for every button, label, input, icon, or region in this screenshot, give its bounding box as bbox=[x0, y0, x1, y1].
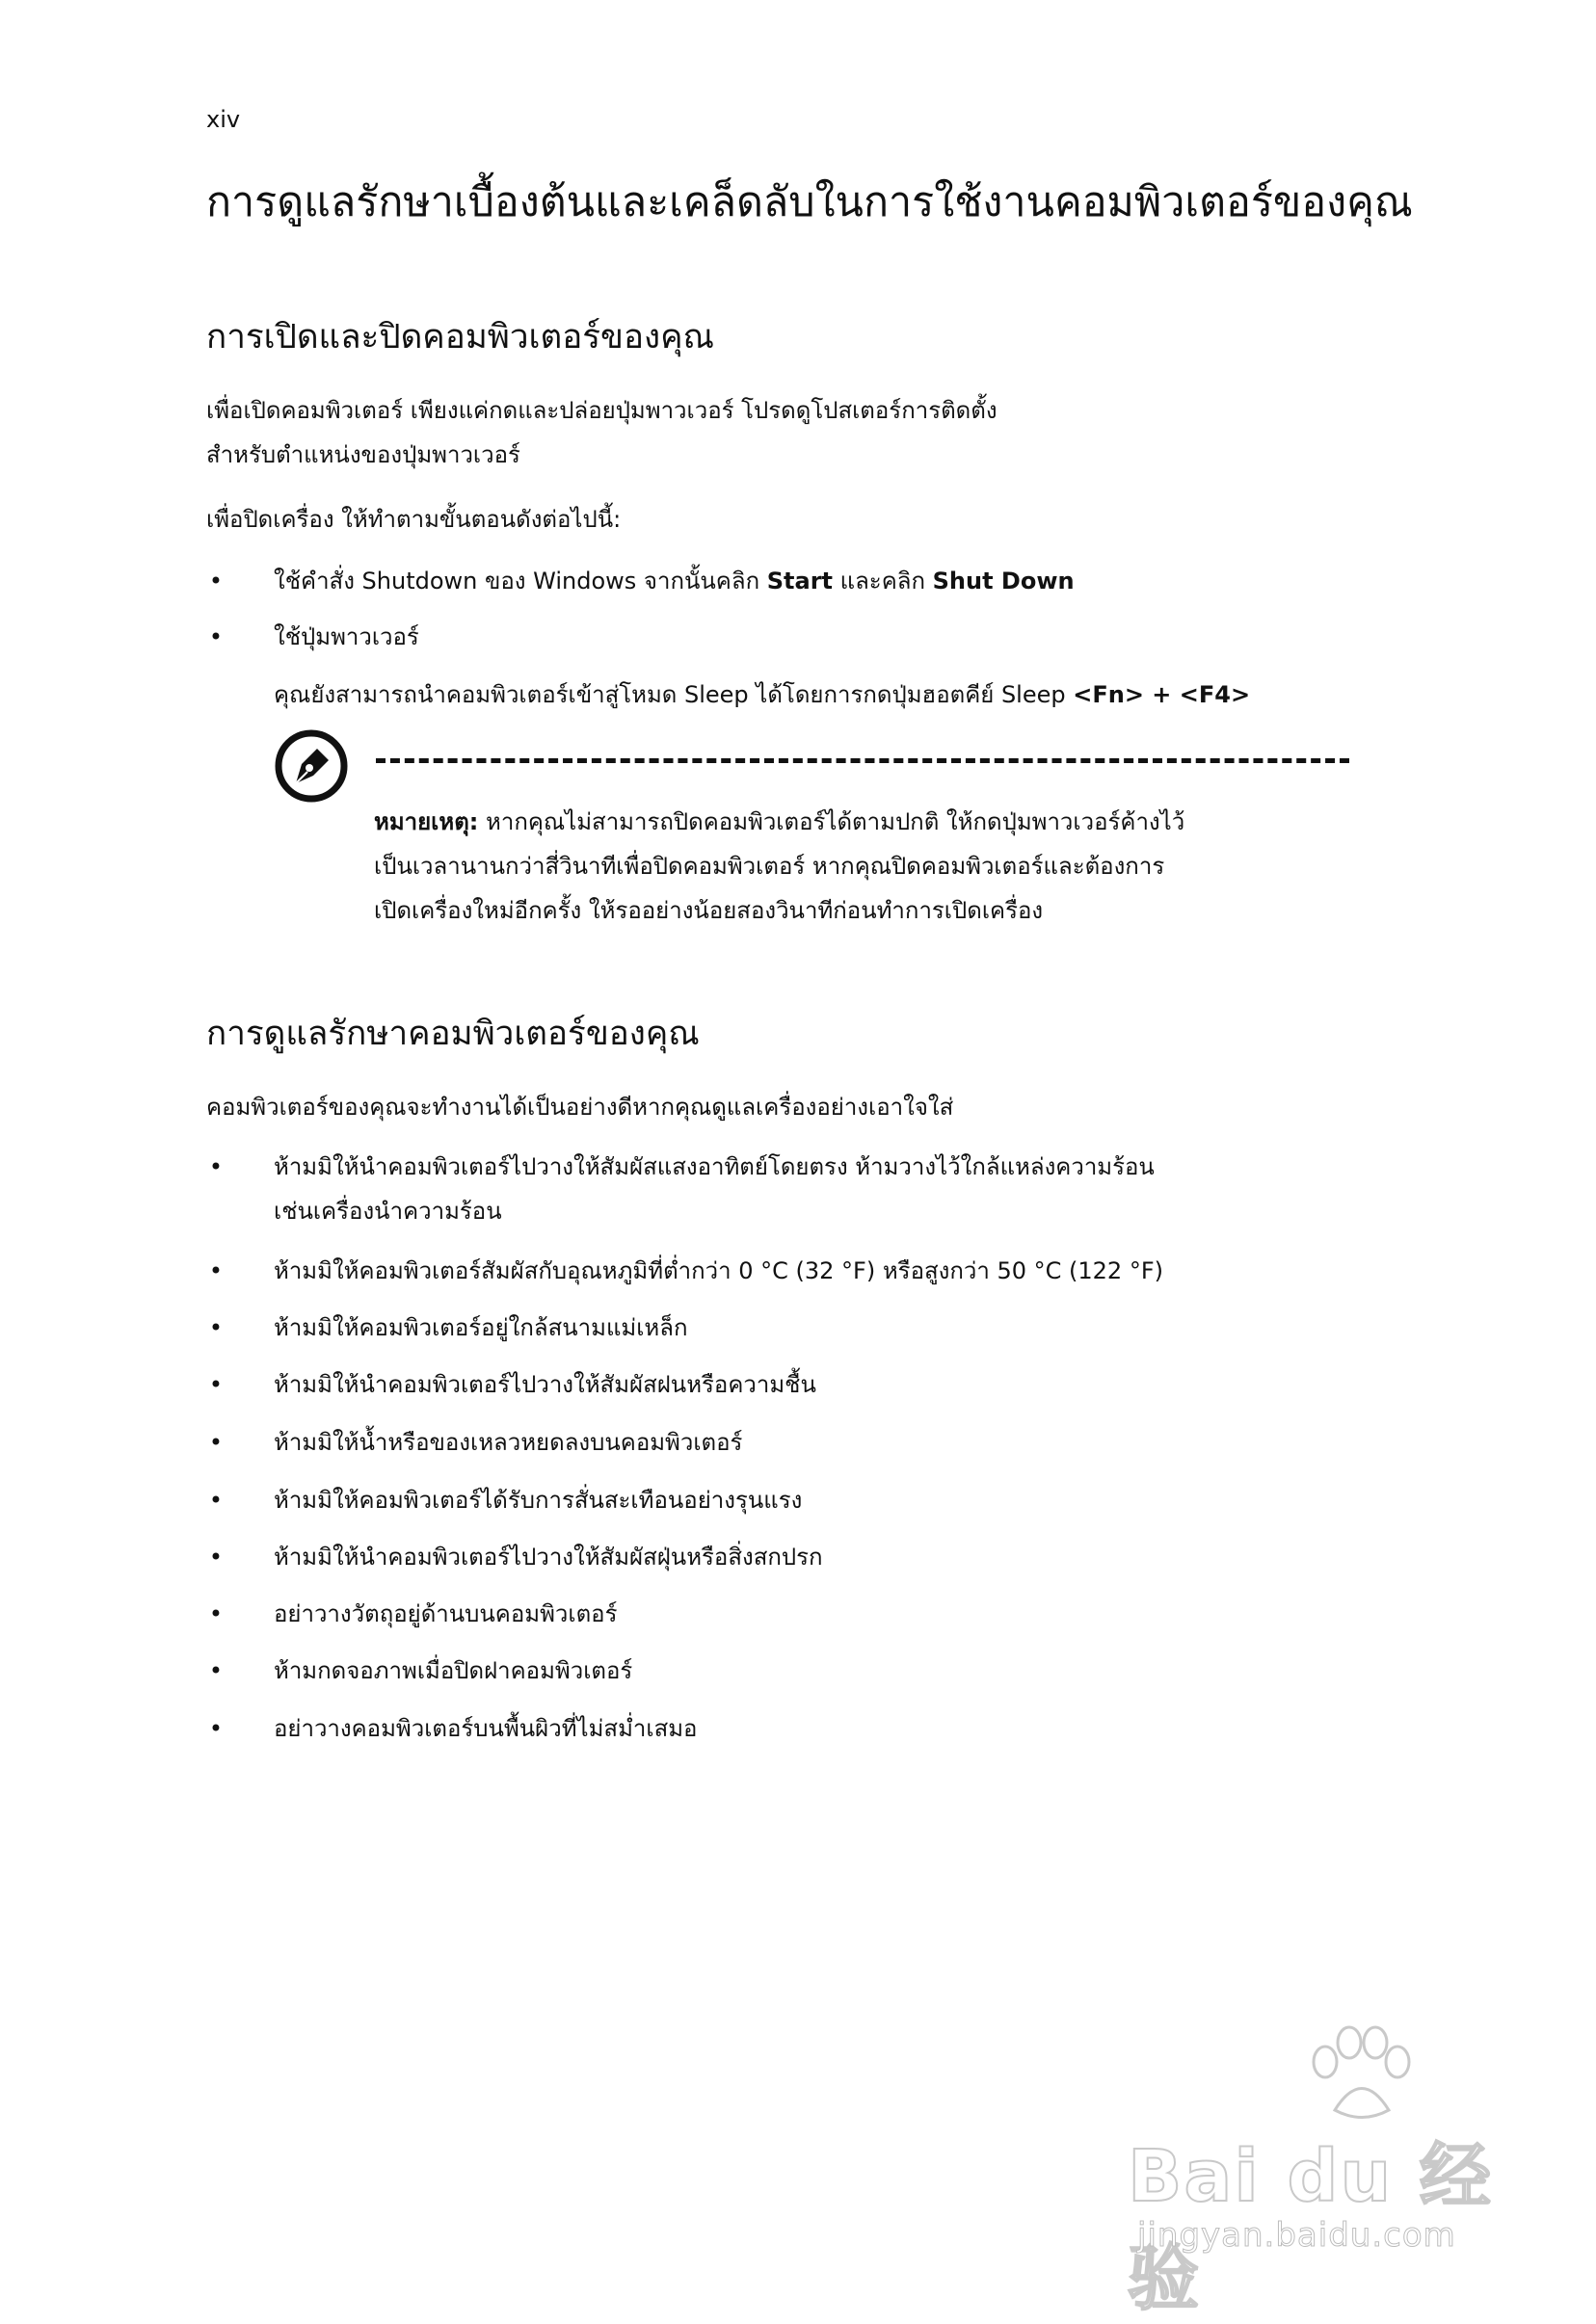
note-text: หมายเหตุ: หากคุณไม่สามารถปิดคอมพิวเตอร์ได้ตามปกติ ให้กดปุ่มพาวเวอร์ค้างไว้ เป็นเวลานานกว่าสี่วินาทีเพื่อปิดคอมพิวเตอร์ หากคุณปิดคอมพิวเตอร์และต้องการ เปิดเครื่องใหม่อีกครั้ง ให้รออย่างน้อยสองวินาทีก่อนทำการเปิดเครื่อง bbox=[374, 808, 1185, 924]
note-pen-icon bbox=[273, 727, 350, 805]
baidu-watermark bbox=[1128, 2023, 1494, 2320]
bullet-dot: • bbox=[208, 1153, 224, 1180]
bullet-dot: • bbox=[208, 1257, 224, 1284]
bullet-text: อย่าวางคอมพิวเตอร์บนพื้นผิวที่ไม่สม่ำเสมอ bbox=[274, 1715, 698, 1742]
bullet-dot: • bbox=[208, 1600, 224, 1627]
bullet-text: อย่าวางวัตถุอยู่ด้านบนคอมพิวเตอร์ bbox=[274, 1600, 618, 1627]
watermark-brand: Bai du 经验 bbox=[1128, 2135, 1493, 2320]
bullet-dot: • bbox=[208, 1429, 224, 1456]
paragraph-power-off: เพื่อปิดเครื่อง ให้ทำตามขั้นตอนดังต่อไปนี้: bbox=[206, 506, 622, 533]
paragraph-power-on-line1: เพื่อเปิดคอมพิวเตอร์ เพียงแค่กดและปล่อยปุ่มพาวเวอร์ โปรดดูโปสเตอร์การติดตั้ง bbox=[206, 397, 998, 424]
paw-icon bbox=[1296, 2023, 1422, 2129]
bullet-dot: • bbox=[208, 1314, 224, 1341]
bullet-text: ใช้คำสั่ง Shutdown ของ Windows จากนั้นคลิก Start และคลิก Shut Down bbox=[274, 568, 1075, 594]
bullet-dot: • bbox=[208, 623, 224, 650]
section-title-care: การดูแลรักษาคอมพิวเตอร์ของคุณ bbox=[206, 1015, 700, 1053]
bullet-dot: • bbox=[208, 1544, 224, 1571]
bullet-dot: • bbox=[208, 1715, 224, 1742]
bullet-text: ห้ามมิให้คอมพิวเตอร์ได้รับการสั่นสะเทือนอย่างรุนแรง bbox=[274, 1487, 803, 1514]
paragraph-sleep: คุณยังสามารถนำคอมพิวเตอร์เข้าสู่โหมด Sleep ได้โดยการกดปุ่มฮอตคีย์ Sleep <Fn> + <F4> bbox=[274, 681, 1251, 708]
note-label: หมายเหตุ: bbox=[374, 808, 479, 835]
bullet-text: ใช้ปุ่มพาวเวอร์ bbox=[274, 623, 419, 650]
bullet-text: ห้ามกดจอภาพเมื่อปิดฝาคอมพิวเตอร์ bbox=[274, 1657, 633, 1684]
bullet-dot: • bbox=[208, 1657, 224, 1684]
bullet-text: ห้ามมิให้นำคอมพิวเตอร์ไปวางให้สัมผัสแสงอาทิตย์โดยตรง ห้ามวางไว้ใกล้แหล่งความร้อน เช่นเครื่องนำความร้อน bbox=[274, 1153, 1155, 1225]
bullet-text: ห้ามมิให้นำคอมพิวเตอร์ไปวางให้สัมผัสฝุ่นหรือสิ่งสกปรก bbox=[274, 1544, 823, 1571]
bullet-dot: • bbox=[208, 1487, 224, 1514]
paragraph-care-intro: คอมพิวเตอร์ของคุณจะทำงานได้เป็นอย่างดีหากคุณดูแลเครื่องอย่างเอาใจใส่ bbox=[206, 1094, 954, 1121]
page-title: การดูแลรักษาเบื้องต้นและเคล็ดลับในการใช้งานคอมพิวเตอร์ของคุณ bbox=[206, 178, 1413, 226]
bullet-dot: • bbox=[208, 568, 224, 594]
bullet-text: ห้ามมิให้คอมพิวเตอร์อยู่ใกล้สนามแม่เหล็ก bbox=[274, 1314, 688, 1341]
note-divider bbox=[376, 758, 1349, 763]
bullet-dot: • bbox=[208, 1371, 224, 1398]
section-title-power: การเปิดและปิดคอมพิวเตอร์ของคุณ bbox=[206, 318, 714, 357]
bullet-text: ห้ามมิให้คอมพิวเตอร์สัมผัสกับอุณหภูมิที่ต่ำกว่า 0 °C (32 °F) หรือสูงกว่า 50 °C (122 °F) bbox=[274, 1257, 1163, 1284]
page-number: xiv bbox=[206, 106, 241, 133]
paragraph-power-on-line2: สำหรับตำแหน่งของปุ่มพาวเวอร์ bbox=[206, 441, 520, 468]
bullet-text: ห้ามมิให้น้ำหรือของเหลวหยดลงบนคอมพิวเตอร์ bbox=[274, 1429, 743, 1456]
bullet-text: ห้ามมิให้นำคอมพิวเตอร์ไปวางให้สัมผัสฝนหรือความชื้น bbox=[274, 1371, 816, 1398]
watermark-url: jingyan.baidu.com bbox=[1137, 2216, 1456, 2255]
